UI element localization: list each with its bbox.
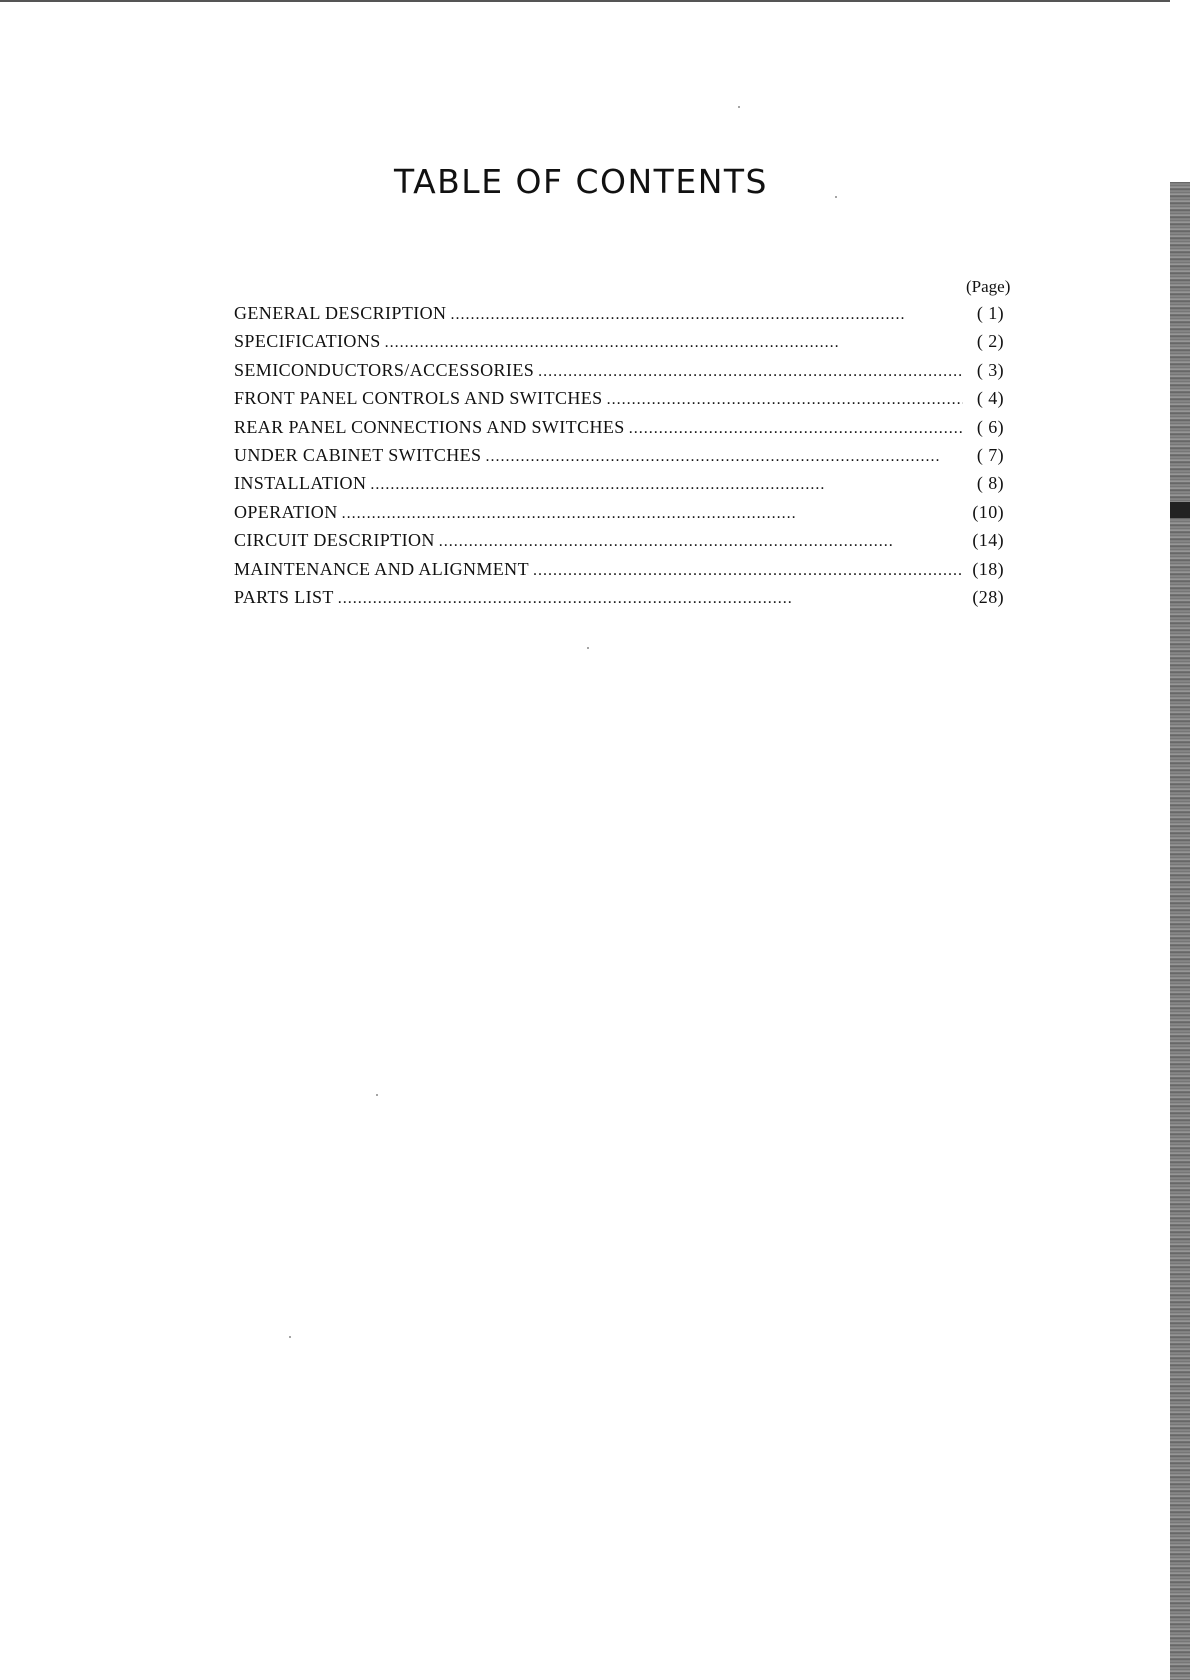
toc-dot-leader [538,363,963,381]
toc-dot-leader [439,533,963,551]
toc-entry-rear-panel-connections[interactable] [234,417,1004,445]
toc-entry-installation[interactable] [234,473,1004,501]
toc-dot-leader [533,562,963,580]
toc-entry-specifications[interactable] [234,331,1004,359]
toc-dot-leader [342,505,963,523]
toc-entry-title: PARTS LIST [234,586,334,607]
toc-entry-title: OPERATION [234,501,338,522]
page-title: TABLE OF CONTENTS [394,162,768,201]
scan-speck [289,1336,291,1338]
toc-entry-page: ( 6) [976,416,1004,437]
top-scan-rule [0,0,1170,2]
page-column-label: (Page) [966,277,1011,296]
toc-entry-page: ( 7) [976,444,1004,465]
toc-entry-page: ( 4) [976,388,1004,409]
toc-entry-title: UNDER CABINET SWITCHES [234,444,482,465]
toc-entry-semiconductors-accessories[interactable] [234,360,1004,388]
toc-entry-page: ( 2) [976,331,1004,352]
scan-speck [376,1094,378,1096]
toc-dot-leader [385,334,963,352]
toc-entry-circuit-description[interactable] [234,530,1004,558]
scan-edge-strip [1170,182,1190,1680]
scan-speck [738,106,740,108]
toc-entry-title: SEMICONDUCTORS/ACCESSORIES [234,359,535,380]
toc-entry-title: GENERAL DESCRIPTION [234,303,447,323]
table-of-contents [234,303,1004,615]
toc-dot-leader [629,420,963,438]
toc-entry-under-cabinet-switches[interactable] [234,445,1004,473]
toc-entry-page: (14) [972,530,1004,551]
toc-entry-maintenance-and-alignment[interactable] [234,559,1004,587]
toc-entry-page: ( 1) [976,303,1004,323]
toc-entry-title: INSTALLATION [234,473,367,494]
toc-entry-page: (28) [972,586,1004,607]
toc-dot-leader [607,391,963,409]
toc-entry-title: FRONT PANEL CONTROLS AND SWITCHES [234,388,603,409]
toc-entry-parts-list[interactable] [234,587,1004,615]
toc-entry-title: SPECIFICATIONS [234,331,381,352]
toc-entry-page: (10) [972,501,1004,522]
toc-entry-page: ( 3) [976,359,1004,380]
scan-edge-band [1170,502,1190,518]
scan-speck [587,647,589,649]
toc-dot-leader [485,448,963,466]
toc-dot-leader [370,476,963,494]
toc-dot-leader [338,590,963,608]
toc-entry-page: ( 8) [976,473,1004,494]
toc-entry-operation[interactable] [234,502,1004,530]
toc-entry-title: CIRCUIT DESCRIPTION [234,530,435,551]
toc-entry-title: MAINTENANCE AND ALIGNMENT [234,558,529,579]
toc-entry-page: (18) [972,558,1004,579]
toc-entry-title: REAR PANEL CONNECTIONS AND SWITCHES [234,416,625,437]
toc-dot-leader [450,306,963,324]
toc-entry-general-description[interactable] [234,303,1004,331]
toc-entry-front-panel-controls[interactable] [234,388,1004,416]
